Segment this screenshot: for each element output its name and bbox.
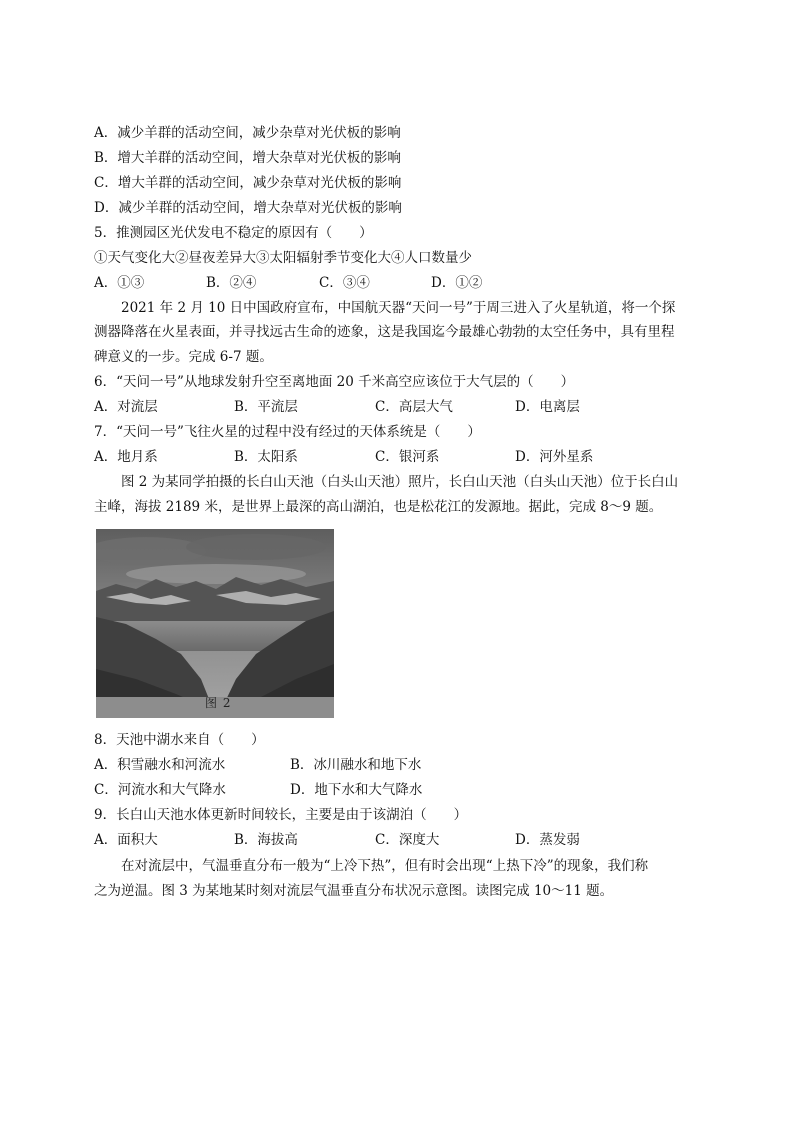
passage-tianwen-line-3: 碑意义的一步。完成 6-7 题。 [94, 349, 273, 365]
q7-option-c: C．银河系 [375, 449, 440, 465]
passage-inversion-line-1: 在对流层中，气温垂直分布一般为“上冷下热”，但有时会出现“上热下冷”的现象，我们称 [121, 858, 649, 874]
passage-tianchi-line-2: 主峰，海拔 2189 米，是世界上最深的高山湖泊，也是松花江的发源地。据此，完成 8～9 题。 [94, 499, 663, 515]
q4-option-d: D．减少羊群的活动空间，增大杂草对光伏板的影响 [94, 200, 402, 216]
q8-stem: 8．天池中湖水来自（ ） [94, 732, 265, 748]
q7-option-d: D．河外星系 [515, 449, 594, 465]
q4-option-a: A．减少羊群的活动空间，减少杂草对光伏板的影响 [94, 125, 401, 141]
q5-option-a: A．①③ [94, 275, 145, 291]
passage-tianwen-line-1: 2021 年 2 月 10 日中国政府宣布，中国航天器“天问一号”于周三进入了火星轨道，将一个探 [121, 300, 676, 316]
q5-items: ①天气变化大②昼夜差异大③太阳辐射季节变化大④人口数量少 [94, 250, 472, 266]
q5-stem: 5．推测园区光伏发电不稳定的原因有（ ） [94, 225, 373, 241]
lake-landscape-image [96, 529, 334, 718]
q8-option-a: A．积雪融水和河流水 [94, 757, 226, 773]
q6-option-a: A．对流层 [94, 399, 158, 415]
q6-option-c: C．高层大气 [375, 399, 453, 415]
q5-option-b: B．②④ [206, 275, 257, 291]
q5-option-d: D．①② [431, 275, 483, 291]
q5-option-c: C．③④ [319, 275, 370, 291]
q8-option-c: C．河流水和大气降水 [94, 782, 226, 798]
q6-stem: 6．“天问一号”从地球发射升空至离地面 20 千米高空应该位于大气层的（ ） [94, 374, 575, 390]
q4-option-c: C．增大羊群的活动空间，减少杂草对光伏板的影响 [94, 175, 402, 191]
q7-option-b: B．太阳系 [234, 449, 298, 465]
figure-caption: 图 2 [205, 696, 232, 710]
passage-tianchi-line-1: 图 2 为某同学拍摄的长白山天池（白头山天池）照片，长白山天池（白头山天池）位于长白山 [121, 474, 679, 490]
tianchi-lake-photo [96, 529, 334, 718]
q9-option-c: C．深度大 [375, 832, 440, 848]
q7-stem: 7．“天问一号”飞往火星的过程中没有经过的天体系统是（ ） [94, 424, 481, 440]
q8-option-b: B．冰川融水和地下水 [290, 757, 422, 773]
passage-inversion-line-2: 之为逆温。图 3 为某地某时刻对流层气温垂直分布状况示意图。读图完成 10～11 题。 [94, 883, 614, 899]
passage-tianwen-line-2: 测器降落在火星表面，并寻找远古生命的迹象，这是我国迄今最雄心勃勃的太空任务中，具有里程 [94, 324, 675, 340]
q9-stem: 9．长白山天池水体更新时间较长，主要是由于该湖泊（ ） [94, 807, 468, 823]
q6-option-b: B．平流层 [234, 399, 298, 415]
q8-option-d: D．地下水和大气降水 [290, 782, 423, 798]
q6-option-d: D．电离层 [515, 399, 580, 415]
q4-option-b: B．增大羊群的活动空间，增大杂草对光伏板的影响 [94, 150, 401, 166]
q9-option-b: B．海拔高 [234, 832, 298, 848]
q7-option-a: A．地月系 [94, 449, 158, 465]
q9-option-a: A．面积大 [94, 832, 158, 848]
q9-option-d: D．蒸发弱 [515, 832, 580, 848]
